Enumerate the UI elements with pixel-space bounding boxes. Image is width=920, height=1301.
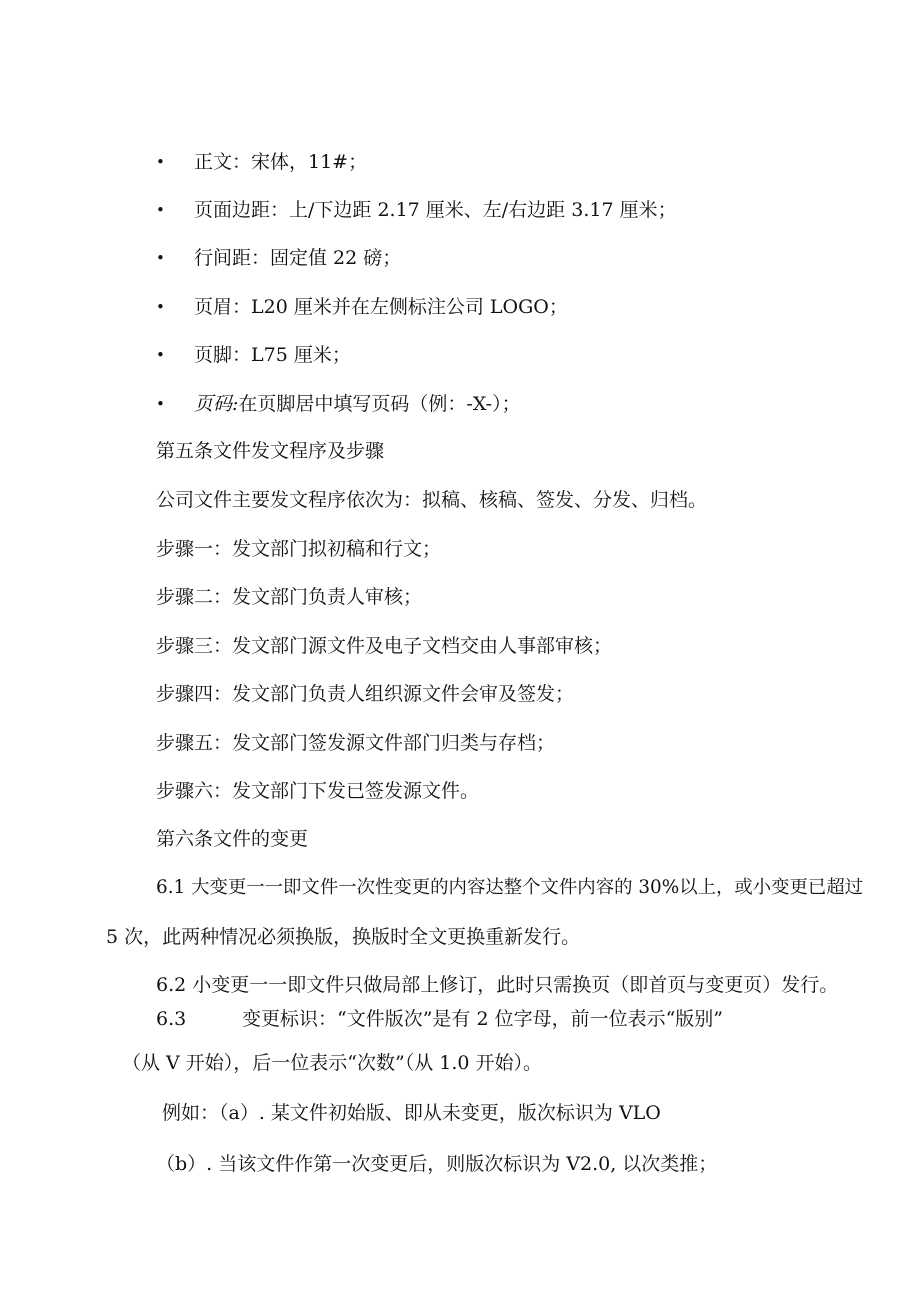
step-item: 步骤五：发文部门签发源文件部门归类与存档； xyxy=(156,732,556,754)
bullet-icon: • xyxy=(156,153,165,171)
paragraph-6-3-line-1: 变更标识：“文件版次”是有 2 位字母，前一位表示“版别” xyxy=(242,1008,724,1030)
bullet-icon: • xyxy=(156,201,165,219)
bullet-icon: • xyxy=(156,298,165,316)
bullet-text-rest: 在页脚居中填写页码（例：-X-）； xyxy=(238,393,521,415)
step-item: 步骤一：发文部门拟初稿和行文； xyxy=(156,538,442,560)
bullet-text: 行间距：固定值 22 磅； xyxy=(194,247,402,269)
section-heading: 第六条文件的变更 xyxy=(156,828,309,850)
paragraph-6-3-number: 6.3 xyxy=(156,1008,187,1030)
step-item: 步骤二：发文部门负责人审核； xyxy=(156,586,423,608)
section-heading: 第五条文件发文程序及步骤 xyxy=(156,440,385,462)
bullet-text: 页面边距：上/下边距 2.17 厘米、左/右边距 3.17 厘米； xyxy=(194,199,677,221)
paragraph-6-1-line-1: 6.1 大变更一一即文件一次性变更的内容达整个文件内容的 30%以上，或小变更已超过 xyxy=(156,877,864,898)
paragraph-6-2: 6.2 小变更一一即文件只做局部上修订，此时只需换页（即首页与变更页）发行。 xyxy=(156,974,839,996)
example-b: （b）. 当该文件作第一次变更后，则版次标识为 V2.0, 以次类推； xyxy=(156,1153,718,1175)
bullet-icon: • xyxy=(156,346,165,364)
bullet-italic-prefix: 页码: xyxy=(194,393,239,415)
example-a: 例如：（a）. 某文件初始版、即从未变更，版次标识为 VLO xyxy=(162,1102,661,1124)
bullet-icon: • xyxy=(156,249,165,267)
step-item: 步骤六：发文部门下发已签发源文件。 xyxy=(156,780,480,802)
step-item: 步骤三：发文部门源文件及电子文档交由人事部审核； xyxy=(156,635,613,657)
paragraph-6-3-line-2: （从 V 开始），后一位表示“次数”（从 1.0 开始）。 xyxy=(122,1052,543,1074)
bullet-text: 正文：宋体，11#； xyxy=(194,151,368,173)
bullet-text: 页脚：L75 厘米； xyxy=(194,344,351,366)
paragraph-6-1-line-2: 5 次，此两种情况必须换版，换版时全文更换重新发行。 xyxy=(106,926,581,948)
bullet-text xyxy=(194,392,521,416)
bullet-text: 页眉：L20 厘米并在左侧标注公司 LOGO； xyxy=(194,296,568,318)
step-item: 步骤四：发文部门负责人组织源文件会审及签发； xyxy=(156,683,575,705)
bullet-icon: • xyxy=(156,395,165,413)
paragraph: 公司文件主要发文程序依次为：拟稿、核稿、签发、分发、归档。 xyxy=(156,489,708,511)
